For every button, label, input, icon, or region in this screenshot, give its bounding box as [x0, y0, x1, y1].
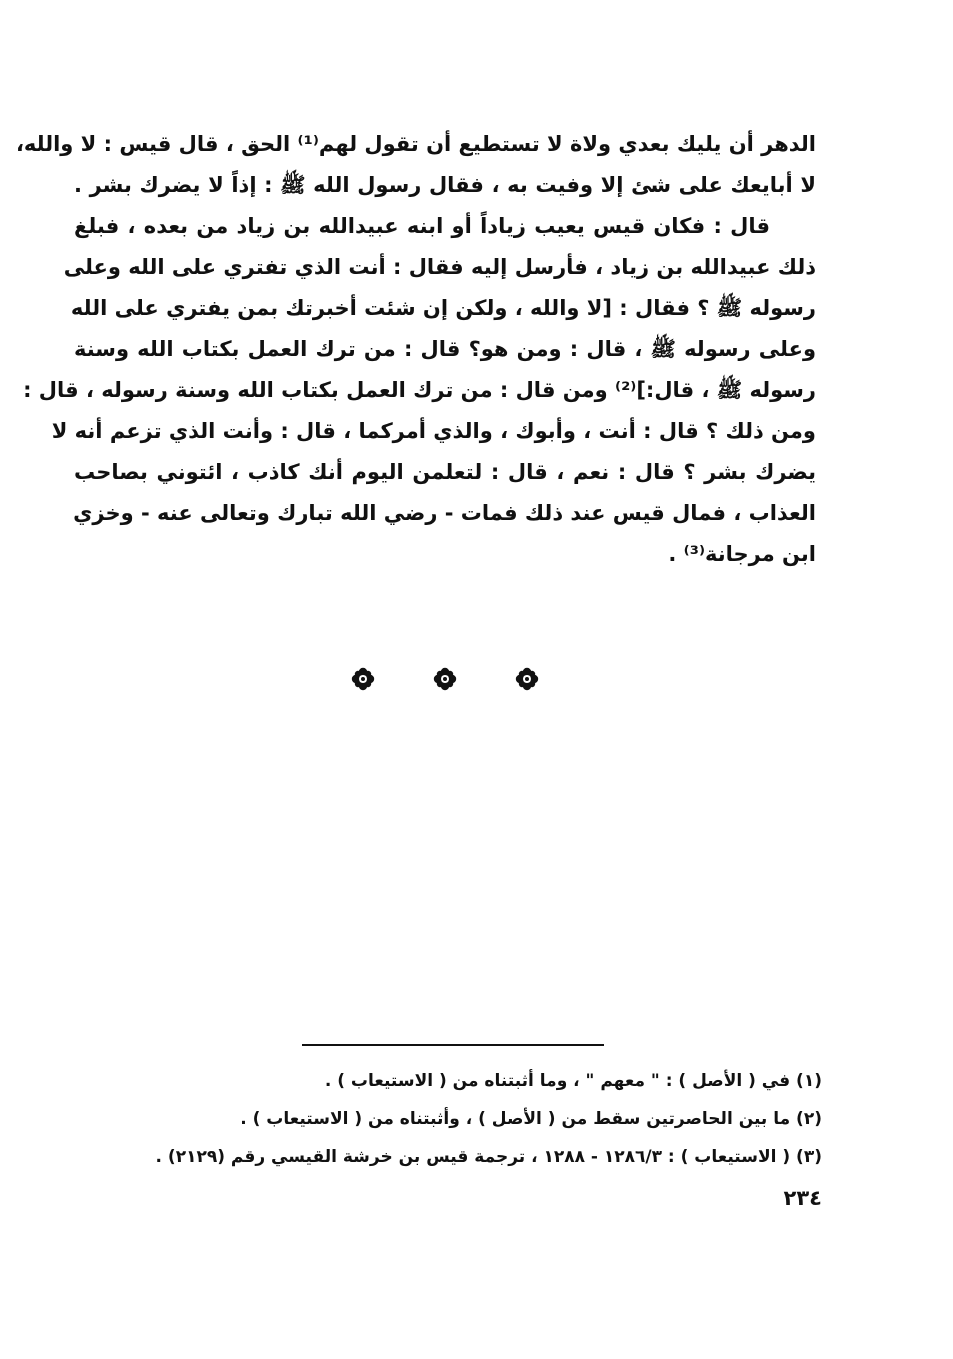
text-line: ومن ذلك ؟ قال : أنت ، وأبوك ، والذي أمركما ، قال : وأنت الذي تزعم أنه لا — [51, 419, 816, 443]
footnote-2: (٢) ما بين الحاصرتين سقط من ( الأصل ) ، وأثبتناه من ( الاستيعاب ) . — [240, 1109, 822, 1129]
footnote-3: (٣) ( الاستيعاب ) : ١٢٨٦/٣ - ١٢٨٨ ، ترجمة قيس بن خرشة القيسي رقم (٢١٢٩) . — [155, 1147, 822, 1167]
text-line: الدهر أن يليك بعدي ولاة لا تستطيع أن تقول لهم⁽¹⁾ الحق ، قال قيس : لا والله، — [15, 132, 816, 156]
text-line: العذاب ، فمال قيس عند ذلك فمات - رضي الله تبارك وتعالى عنه - وخزي — [73, 501, 816, 525]
text-line: وعلى رسوله ﷺ ، قال : ومن هو؟ قال : من ترك العمل بكتاب الله وسنة — [74, 337, 816, 361]
text-line: رسوله ﷺ ؟ فقال : [لا والله ، ولكن إن شئت أخبرتك بمن يفتري على الله — [70, 296, 816, 320]
floral-ornament-icon — [432, 666, 458, 692]
floral-ornament-icon — [514, 666, 540, 692]
footnotes — [150, 1062, 822, 1176]
footnote-1: (١) في ( الأصل ) : " معهم " ، وما أثبتناه من ( الاستيعاب ) . — [324, 1071, 822, 1091]
section-divider-ornaments — [350, 664, 540, 694]
text-line: لا أبايعك على شئ إلا وفيت به ، فقال رسول الله ﷺ : إذاً لا يضرك بشر . — [74, 173, 816, 197]
text-line: يضرك بشر ؟ قال : نعم ، قال : لتعلمن اليوم أنك كاذب ، ائتوني بصاحب — [74, 460, 816, 484]
footnote-separator — [302, 1044, 604, 1046]
text-line: رسوله ﷺ ، قال:]⁽²⁾ ومن قال : من ترك العمل بكتاب الله وسنة رسوله ، قال : — [23, 378, 816, 402]
page-number: ٢٣٤ — [783, 1186, 822, 1210]
text-line: قال : فكان قيس يعيب زياداً أو ابنه عبيدالله بن زياد من بعده ، فبلغ — [74, 214, 770, 238]
main-text — [15, 124, 816, 575]
text-line: ذلك عبيدالله بن زياد ، فأرسل إليه فقال : أنت الذي تفتري على الله وعلى — [63, 255, 816, 279]
floral-ornament-icon — [350, 666, 376, 692]
text-line: ابن مرجانة⁽³⁾ . — [668, 542, 816, 566]
